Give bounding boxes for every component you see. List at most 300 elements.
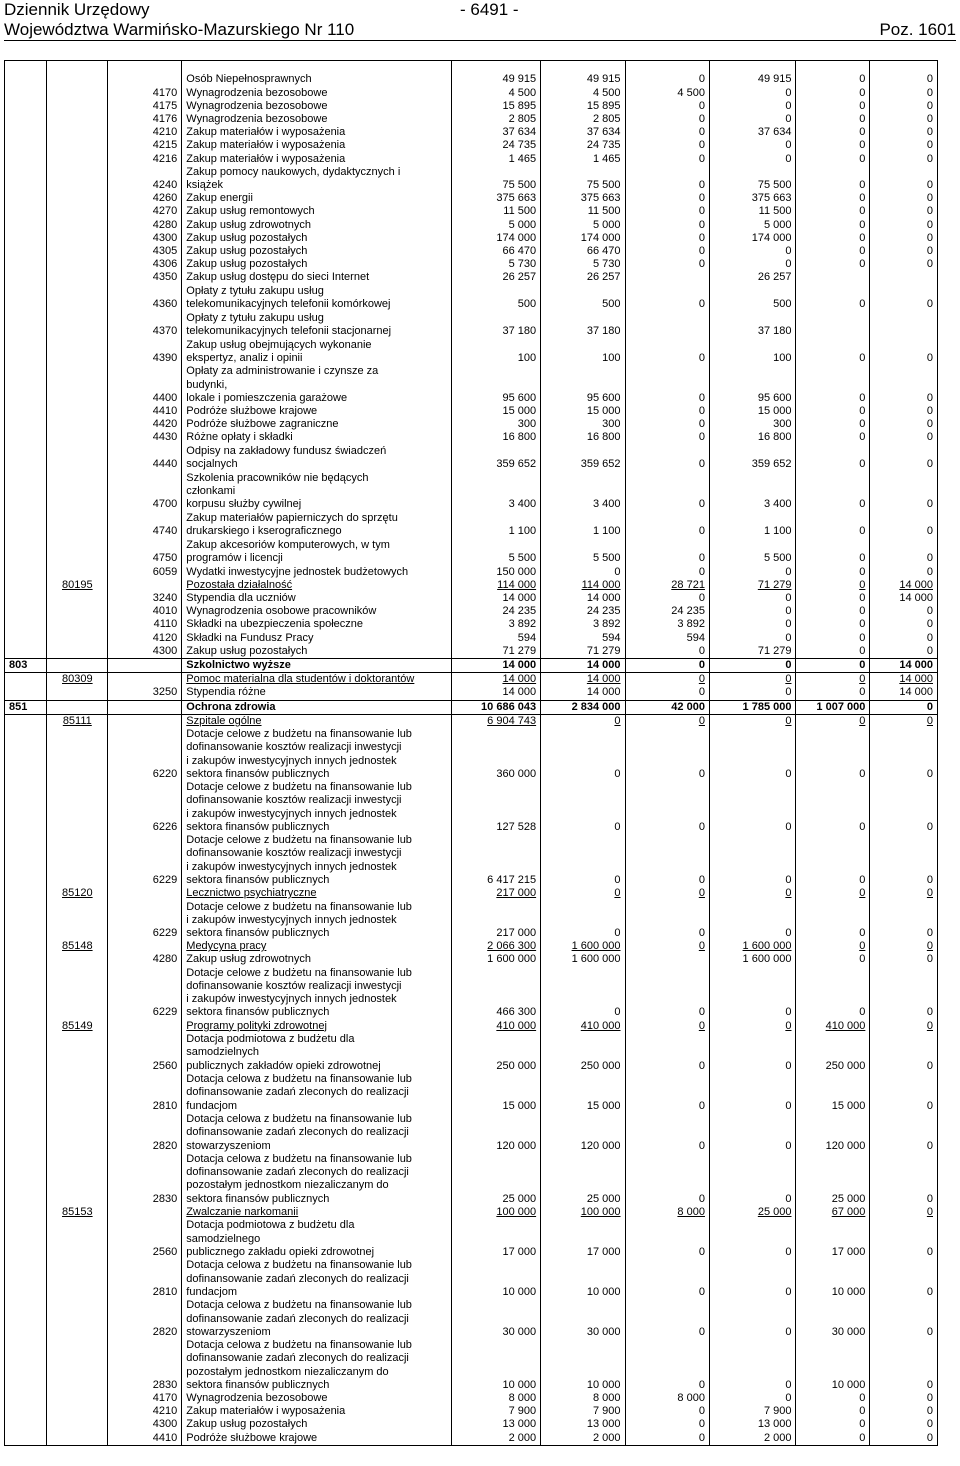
amount-capital: 0 [870,728,938,781]
amount-grants: 0 [796,887,870,900]
table-row [5,1073,938,1113]
amount-salaries: 28 721 [625,579,709,592]
item-name: Lecznictwo psychiatryczne [182,887,452,900]
amount-capital: 0 [870,618,938,631]
section-code [5,245,47,258]
amount-grants: 0 [796,673,870,687]
amount-salaries: 0 [625,365,709,405]
amount-capital: 0 [870,645,938,659]
chapter-code: 85148 [47,940,108,953]
table-row [5,245,938,258]
section-code [5,592,47,605]
amount-capital: 0 [870,205,938,218]
amount-salaries [625,953,709,966]
paragraph-code [108,658,182,672]
amount-other: 0 [709,1153,796,1206]
paragraph-code [108,61,182,87]
subsection-row [5,1020,938,1033]
item-name: Dotacja celowa z budżetu na finansowanie lub dofinansowanie zadań zleconych do realizacji stowarzyszeniom [182,1113,452,1153]
amount-salaries: 0 [625,1020,709,1033]
amount-current: 0 [541,714,625,728]
amount-capital: 0 [870,1219,938,1259]
amount-salaries: 0 [625,1418,709,1431]
section-code [5,1113,47,1153]
amount-capital: 0 [870,1113,938,1153]
amount-salaries [625,312,709,338]
table-row [5,781,938,834]
voivodeship-issue: Województwa Warmińsko-Mazurskiego Nr 110 [4,20,355,39]
chapter-code [47,953,108,966]
amount-grants: 0 [796,1392,870,1405]
amount-grants: 0 [796,405,870,418]
amount-grants: 120 000 [796,1113,870,1153]
amount-capital: 0 [870,338,938,365]
amount-other: 0 [709,1219,796,1259]
table-row [5,405,938,418]
amount-total: 15 000 [452,405,541,418]
chapter-code [47,258,108,271]
section-code [5,781,47,834]
item-name: Dotacje celowe z budżetu na finansowanie lub dofinansowanie kosztów realizacji inwestycji i zakupów inwestycyjnych innych jednostek sektora finansów publicznych [182,781,452,834]
chapter-code [47,418,108,431]
section-code [5,887,47,900]
amount-total: 359 652 [452,445,541,472]
chapter-code [47,1418,108,1431]
item-name: Pozostała działalność [182,579,452,592]
amount-capital: 0 [870,967,938,1020]
amount-salaries: 0 [625,192,709,205]
paragraph-code: 4280 [108,953,182,966]
amount-current: 25 000 [541,1153,625,1206]
paragraph-code: 2810 [108,1259,182,1299]
table-row [5,1113,938,1153]
amount-other: 174 000 [709,232,796,245]
amount-other: 0 [709,1033,796,1073]
amount-other: 0 [709,1339,796,1392]
amount-salaries: 0 [625,1153,709,1206]
item-name: Podróże służbowe krajowe [182,405,452,418]
table-row [5,967,938,1020]
amount-grants: 0 [796,566,870,579]
section-code [5,1339,47,1392]
amount-salaries: 0 [625,658,709,672]
amount-total: 10 686 043 [452,700,541,714]
chapter-code [47,686,108,700]
amount-capital: 0 [870,605,938,618]
section-code [5,166,47,192]
amount-other: 0 [709,1299,796,1339]
amount-grants: 0 [796,1418,870,1431]
paragraph-code: 4260 [108,192,182,205]
amount-current: 16 800 [541,431,625,444]
amount-salaries: 0 [625,445,709,472]
table-row [5,166,938,192]
table-row [5,445,938,472]
amount-current: 500 [541,285,625,312]
amount-current: 120 000 [541,1113,625,1153]
chapter-code [47,1299,108,1339]
paragraph-code: 4240 [108,166,182,192]
amount-salaries: 0 [625,61,709,87]
chapter-code [47,1405,108,1418]
amount-other: 300 [709,418,796,431]
table-row [5,100,938,113]
paragraph-code: 3240 [108,592,182,605]
amount-capital: 0 [870,781,938,834]
amount-grants: 0 [796,953,870,966]
amount-other: 0 [709,139,796,152]
paragraph-code: 4280 [108,219,182,232]
chapter-code [47,153,108,166]
table-row [5,1299,938,1339]
amount-total: 37 180 [452,312,541,338]
amount-other: 0 [709,1259,796,1299]
amount-salaries: 0 [625,1299,709,1339]
amount-capital: 0 [870,632,938,645]
section-code [5,579,47,592]
table-row [5,1392,938,1405]
item-name: Zakup energii [182,192,452,205]
amount-current: 0 [541,728,625,781]
section-code [5,714,47,728]
chapter-code [47,365,108,405]
amount-total: 217 000 [452,900,541,940]
amount-total: 30 000 [452,1299,541,1339]
amount-capital: 14 000 [870,686,938,700]
section-code [5,686,47,700]
section-code [5,338,47,365]
paragraph-code [108,887,182,900]
item-name: Wynagrodzenia osobowe pracowników [182,605,452,618]
amount-capital: 0 [870,192,938,205]
chapter-code [47,1219,108,1259]
amount-current: 0 [541,900,625,940]
amount-current: 15 000 [541,405,625,418]
paragraph-code: 4210 [108,1405,182,1418]
amount-current: 2 805 [541,113,625,126]
amount-salaries: 0 [625,126,709,139]
amount-current: 5 500 [541,539,625,566]
amount-other: 7 900 [709,1405,796,1418]
paragraph-code: 4306 [108,258,182,271]
amount-current: 375 663 [541,192,625,205]
amount-current: 66 470 [541,245,625,258]
amount-salaries: 594 [625,632,709,645]
amount-grants: 10 000 [796,1339,870,1392]
amount-grants: 0 [796,139,870,152]
amount-grants: 0 [796,658,870,672]
table-row [5,113,938,126]
table-row [5,431,938,444]
amount-capital: 0 [870,1033,938,1073]
amount-total: 10 000 [452,1259,541,1299]
amount-capital: 0 [870,219,938,232]
item-name: Opłaty za administrowanie i czynsze za budynki, lokale i pomieszczenia garażowe [182,365,452,405]
section-code [5,728,47,781]
amount-capital: 0 [870,834,938,887]
item-name: Dotacja celowa z budżetu na finansowanie lub dofinansowanie zadań zleconych do realizacji stowarzyszeniom [182,1299,452,1339]
chapter-code: 80195 [47,579,108,592]
item-name: Zakup pomocy naukowych, dydaktycznych i książek [182,166,452,192]
amount-current: 71 279 [541,645,625,659]
paragraph-code: 4110 [108,618,182,631]
chapter-code [47,113,108,126]
item-name: Stypendia różne [182,686,452,700]
amount-total: 2 066 300 [452,940,541,953]
amount-other: 0 [709,87,796,100]
chapter-code [47,472,108,512]
amount-capital: 0 [870,258,938,271]
amount-other: 100 [709,338,796,365]
item-name: Podróże służbowe krajowe [182,1432,452,1446]
amount-total: 5 500 [452,539,541,566]
amount-current: 10 000 [541,1259,625,1299]
chapter-code [47,967,108,1020]
amount-capital: 0 [870,953,938,966]
amount-current: 0 [541,834,625,887]
amount-total: 594 [452,632,541,645]
amount-capital: 0 [870,405,938,418]
amount-salaries: 4 500 [625,87,709,100]
item-name: Medycyna pracy [182,940,452,953]
amount-other: 1 600 000 [709,940,796,953]
table-row [5,285,938,312]
amount-salaries: 0 [625,592,709,605]
amount-salaries: 0 [625,418,709,431]
chapter-code [47,1153,108,1206]
section-code [5,312,47,338]
amount-current: 14 000 [541,592,625,605]
item-name: Zakup usług pozostałych [182,258,452,271]
amount-total: 2 000 [452,1432,541,1446]
section-code [5,512,47,539]
chapter-code [47,431,108,444]
amount-capital: 0 [870,1020,938,1033]
amount-other: 0 [709,566,796,579]
amount-current: 5 000 [541,219,625,232]
amount-total: 410 000 [452,1020,541,1033]
paragraph-code: 4410 [108,1432,182,1446]
table-row [5,1033,938,1073]
table-row [5,539,938,566]
item-name: Zakup materiałów i wyposażenia [182,139,452,152]
amount-other: 5 000 [709,219,796,232]
amount-other: 0 [709,686,796,700]
section-code: 803 [5,658,47,672]
chapter-code [47,834,108,887]
item-name: Dotacja podmiotowa z budżetu dla samodzielnego publicznego zakładu opieki zdrowotnej [182,1219,452,1259]
item-name: Dotacja celowa z budżetu na finansowanie lub dofinansowanie zadań zleconych do realizacji pozostałym jednostkom niezaliczanym do sektora finansów publicznych [182,1153,452,1206]
chapter-code [47,245,108,258]
section-code [5,139,47,152]
amount-salaries: 0 [625,1339,709,1392]
table-row [5,338,938,365]
chapter-code [47,700,108,714]
amount-total: 466 300 [452,967,541,1020]
item-name: Zakup akcesoriów komputerowych, w tym programów i licencji [182,539,452,566]
amount-grants: 0 [796,632,870,645]
amount-other: 37 180 [709,312,796,338]
chapter-code [47,100,108,113]
amount-capital: 0 [870,153,938,166]
chapter-code [47,645,108,659]
amount-total: 37 634 [452,126,541,139]
amount-other: 37 634 [709,126,796,139]
section-code [5,673,47,687]
item-name: Składki na Fundusz Pracy [182,632,452,645]
subsection-row [5,714,938,728]
table-row [5,271,938,284]
amount-total: 2 805 [452,113,541,126]
amount-salaries: 0 [625,285,709,312]
paragraph-code [108,940,182,953]
amount-grants: 0 [796,834,870,887]
amount-salaries: 0 [625,431,709,444]
chapter-code [47,285,108,312]
amount-total: 250 000 [452,1033,541,1073]
chapter-code [47,605,108,618]
item-name: Stypendia dla uczniów [182,592,452,605]
amount-other: 0 [709,728,796,781]
section-code [5,472,47,512]
table-row [5,219,938,232]
section-row [5,700,938,714]
section-code [5,940,47,953]
amount-salaries: 8 000 [625,1206,709,1219]
table-row [5,1418,938,1431]
amount-grants: 0 [796,431,870,444]
subsection-row [5,673,938,687]
chapter-code [47,1259,108,1299]
subsection-row [5,940,938,953]
amount-salaries: 0 [625,153,709,166]
amount-other: 0 [709,1073,796,1113]
amount-total: 4 500 [452,87,541,100]
amount-salaries: 8 000 [625,1392,709,1405]
amount-total: 11 500 [452,205,541,218]
table-row [5,592,938,605]
paragraph-code: 4440 [108,445,182,472]
amount-grants: 0 [796,686,870,700]
amount-grants: 30 000 [796,1299,870,1339]
amount-capital: 0 [870,100,938,113]
paragraph-code: 2830 [108,1153,182,1206]
amount-capital: 0 [870,166,938,192]
paragraph-code: 4210 [108,126,182,139]
item-name: Programy polityki zdrowotnej [182,1020,452,1033]
amount-grants: 15 000 [796,1073,870,1113]
amount-total: 360 000 [452,728,541,781]
section-code [5,605,47,618]
section-code [5,418,47,431]
chapter-code: 80309 [47,673,108,687]
amount-capital: 14 000 [870,579,938,592]
item-name: Zakup materiałów i wyposażenia [182,153,452,166]
amount-other: 5 500 [709,539,796,566]
item-name: Zakup usług pozostałych [182,1418,452,1431]
subsection-row [5,579,938,592]
table-row [5,87,938,100]
amount-current: 2 000 [541,1432,625,1446]
amount-other: 375 663 [709,192,796,205]
amount-other: 11 500 [709,205,796,218]
amount-current: 10 000 [541,1339,625,1392]
paragraph-code: 4350 [108,271,182,284]
amount-total: 14 000 [452,592,541,605]
item-name: Szkolenia pracowników nie będących członkami korpusu służby cywilnej [182,472,452,512]
item-name: Opłaty z tytułu zakupu usług telekomunikacyjnych telefonii komórkowej [182,285,452,312]
chapter-code [47,1339,108,1392]
header-rule [4,40,956,41]
chapter-code [47,219,108,232]
amount-total: 15 000 [452,1073,541,1113]
section-code [5,1153,47,1206]
amount-other: 0 [709,967,796,1020]
amount-other: 71 279 [709,579,796,592]
amount-total: 3 892 [452,618,541,631]
section-code [5,445,47,472]
item-name: Zakup usług zdrowotnych [182,953,452,966]
amount-capital: 0 [870,1153,938,1206]
paragraph-code: 4270 [108,205,182,218]
amount-salaries: 0 [625,338,709,365]
paragraph-code [108,700,182,714]
amount-grants: 0 [796,605,870,618]
chapter-code [47,1113,108,1153]
paragraph-code: 4300 [108,645,182,659]
amount-total: 1 465 [452,153,541,166]
item-name: Zakup usług remontowych [182,205,452,218]
amount-total: 150 000 [452,566,541,579]
section-code [5,900,47,940]
amount-grants: 0 [796,579,870,592]
paragraph-code [108,714,182,728]
budget-table [4,60,938,1446]
section-code [5,645,47,659]
amount-capital: 0 [870,940,938,953]
amount-grants: 25 000 [796,1153,870,1206]
amount-current: 49 915 [541,61,625,87]
amount-current: 100 000 [541,1206,625,1219]
amount-capital: 0 [870,285,938,312]
amount-capital: 0 [870,512,938,539]
amount-grants: 0 [796,153,870,166]
table-row [5,566,938,579]
section-code [5,1405,47,1418]
table-row [5,512,938,539]
amount-current: 14 000 [541,686,625,700]
amount-salaries: 0 [625,887,709,900]
amount-salaries: 0 [625,714,709,728]
amount-salaries: 0 [625,139,709,152]
amount-total: 217 000 [452,887,541,900]
chapter-code [47,338,108,365]
section-code [5,1219,47,1259]
amount-other: 0 [709,258,796,271]
paragraph-code: 4410 [108,405,182,418]
amount-salaries: 0 [625,512,709,539]
item-name: Wynagrodzenia bezosobowe [182,113,452,126]
page-header [4,0,956,40]
amount-grants: 0 [796,472,870,512]
section-code [5,953,47,966]
amount-salaries: 0 [625,566,709,579]
amount-capital: 0 [870,245,938,258]
chapter-code [47,166,108,192]
amount-capital: 0 [870,887,938,900]
amount-capital: 0 [870,1392,938,1405]
amount-capital: 0 [870,1418,938,1431]
